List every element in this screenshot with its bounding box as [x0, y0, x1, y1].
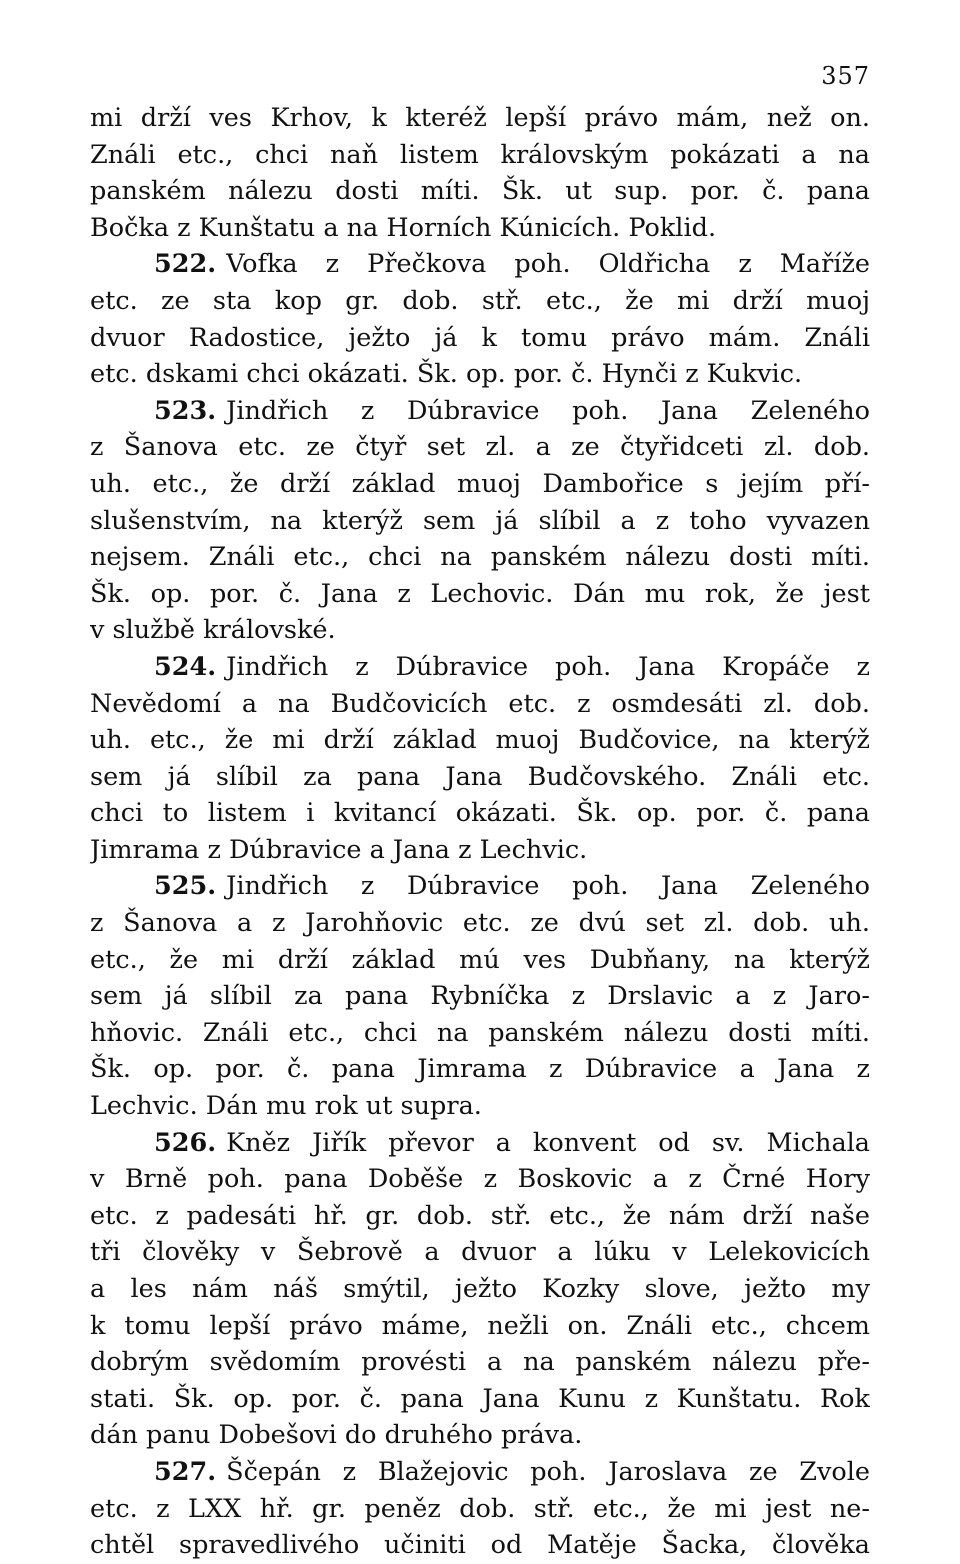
line-text: sem já slíbil za pana Jana Budčovského. Ználi etc. [90, 761, 870, 792]
text-line [90, 722, 870, 759]
text-line [90, 576, 870, 613]
line-text: Jimrama z Dúbravice a Jana z Lechvic. [90, 834, 588, 865]
entry-first-line [90, 1454, 870, 1491]
text-line [90, 612, 870, 649]
line-text: mi drží ves Krhov, k kteréž lepší právo mám, než on. [90, 103, 870, 133]
line-text: a les nám náš smýtil, ježto Kozky slove, ježto my [90, 1274, 870, 1304]
text-line [90, 100, 870, 137]
line-text: uh. etc., že mi drží základ muoj Budčovice, na kterýž [90, 725, 870, 756]
text-line [90, 1308, 870, 1345]
line-text: chtěl spravedlivého učiniti od Matěje Šacka, člověka [90, 1530, 870, 1561]
text-line [90, 1234, 870, 1271]
entry-first-line [90, 1125, 870, 1162]
text-line [90, 429, 870, 466]
text-line [90, 1344, 870, 1381]
text-line [90, 503, 870, 540]
text-line [90, 1491, 870, 1528]
line-text: v službě královské. [90, 615, 336, 646]
entry-number: 527. [154, 1456, 217, 1487]
text-line [90, 320, 870, 357]
line-text: Lechvic. Dán mu rok ut supra. [90, 1091, 482, 1122]
line-text: etc., že mi drží základ mú ves Dubňany, na kterýž [90, 944, 870, 975]
line-text: Šk. op. por. č. Jana z Lechovic. Dán mu rok, že jest [90, 578, 870, 609]
entry-number: 525. [154, 871, 217, 902]
text-line [90, 759, 870, 796]
text-line [90, 539, 870, 576]
text-line [90, 1161, 870, 1198]
text-line [90, 1417, 870, 1454]
text-line [90, 173, 870, 210]
entry-number: 523. [154, 395, 217, 426]
line-text: Kněz Jiřík převor a konvent od sv. Michala [226, 1127, 870, 1158]
line-text: sem já slíbil za pana Rybníčka z Drslavic a z Jaro- [90, 981, 870, 1012]
line-text: Šk. op. por. č. pana Jimrama z Dúbravice a Jana z [90, 1054, 870, 1085]
text-line [90, 686, 870, 723]
text-line [90, 210, 870, 247]
line-text: Ščepán z Blažejovic poh. Jaroslava ze Zvole [226, 1456, 870, 1487]
line-text: etc. z LXX hř. gr. peněz dob. stř. etc., že mi jest ne- [90, 1493, 870, 1524]
text-line [90, 832, 870, 869]
line-text: Jindřich z Dúbravice poh. Jana Zeleného [226, 871, 870, 902]
text-line [90, 795, 870, 832]
text-line [90, 283, 870, 320]
text-line [90, 1527, 870, 1564]
text-line [90, 1015, 870, 1052]
line-text: hňovic. Ználi etc., chci na panském nálezu dosti míti. [90, 1017, 870, 1048]
line-text: z Šanova etc. ze čtyř set zl. a ze čtyřidceti zl. dob. [90, 432, 870, 463]
line-text: dobrým svědomím provésti a na panském nálezu pře- [90, 1347, 870, 1378]
line-text: dán panu Dobešovi do druhého práva. [90, 1420, 583, 1451]
page-body-text [90, 100, 870, 1564]
line-text: chci to listem i kvitancí okázati. Šk. op. por. č. pana [90, 798, 870, 829]
line-text: tři člověky v Šebrově a dvuor a lúku v Lelekovicích [90, 1237, 870, 1268]
text-line [90, 1381, 870, 1418]
line-text: etc. dskami chci okázati. Šk. op. por. č. Hynči z Kukvic. [90, 359, 803, 390]
line-text: etc. z padesáti hř. gr. dob. stř. etc., že nám drží naše [90, 1200, 870, 1231]
text-line [90, 978, 870, 1015]
text-line [90, 905, 870, 942]
line-text: slušenstvím, na kterýž sem já slíbil a z toho vyvazen [90, 505, 870, 536]
line-text: Vofka z Přečkova poh. Oldřicha z Maříže [226, 249, 870, 280]
entry-first-line [90, 649, 870, 686]
text-line [90, 1271, 870, 1308]
line-text: Nevědomí a na Budčovicích etc. z osmdesáti zl. dob. [90, 688, 870, 719]
text-line [90, 466, 870, 503]
line-text: z Šanova a z Jarohňovic etc. ze dvú set zl. dob. uh. [90, 908, 870, 939]
text-line [90, 1051, 870, 1088]
line-text: nejsem. Ználi etc., chci na panském nálezu dosti míti. [90, 542, 870, 573]
line-text: dvuor Radostice, ježto já k tomu právo mám. Ználi [90, 322, 870, 353]
page-number: 357 [821, 62, 870, 90]
line-text: Jindřich z Dúbravice poh. Jana Zeleného [226, 395, 870, 426]
entry-first-line [90, 868, 870, 905]
text-line [90, 137, 870, 174]
line-text: v Brně poh. pana Doběše z Boskovic a z Črné Hory [90, 1164, 870, 1195]
line-text: panském nálezu dosti míti. Šk. ut sup. por. č. pana [90, 176, 870, 207]
text-line [90, 356, 870, 393]
line-text: Bočka z Kunštatu a na Horních Kúnicích. Poklid. [90, 212, 717, 243]
entry-number: 526. [154, 1127, 217, 1158]
entry-first-line [90, 246, 870, 283]
entry-number: 522. [154, 249, 217, 280]
line-text: k tomu lepší právo máme, nežli on. Ználi etc., chcem [90, 1310, 870, 1341]
line-text: Jindřich z Dúbravice poh. Jana Kropáče z [226, 651, 870, 682]
line-text: etc. ze sta kop gr. dob. stř. etc., že mi drží muoj [90, 285, 870, 316]
text-line [90, 1088, 870, 1125]
entry-first-line [90, 393, 870, 430]
text-line [90, 942, 870, 979]
line-text: stati. Šk. op. por. č. pana Jana Kunu z Kunštatu. Rok [90, 1383, 870, 1414]
line-text: uh. etc., že drží základ muoj Dambořice s jejím pří- [90, 468, 870, 499]
entry-number: 524. [154, 651, 217, 682]
text-line [90, 1198, 870, 1235]
line-text: Ználi etc., chci naň listem královským pokázati a na [90, 139, 870, 170]
